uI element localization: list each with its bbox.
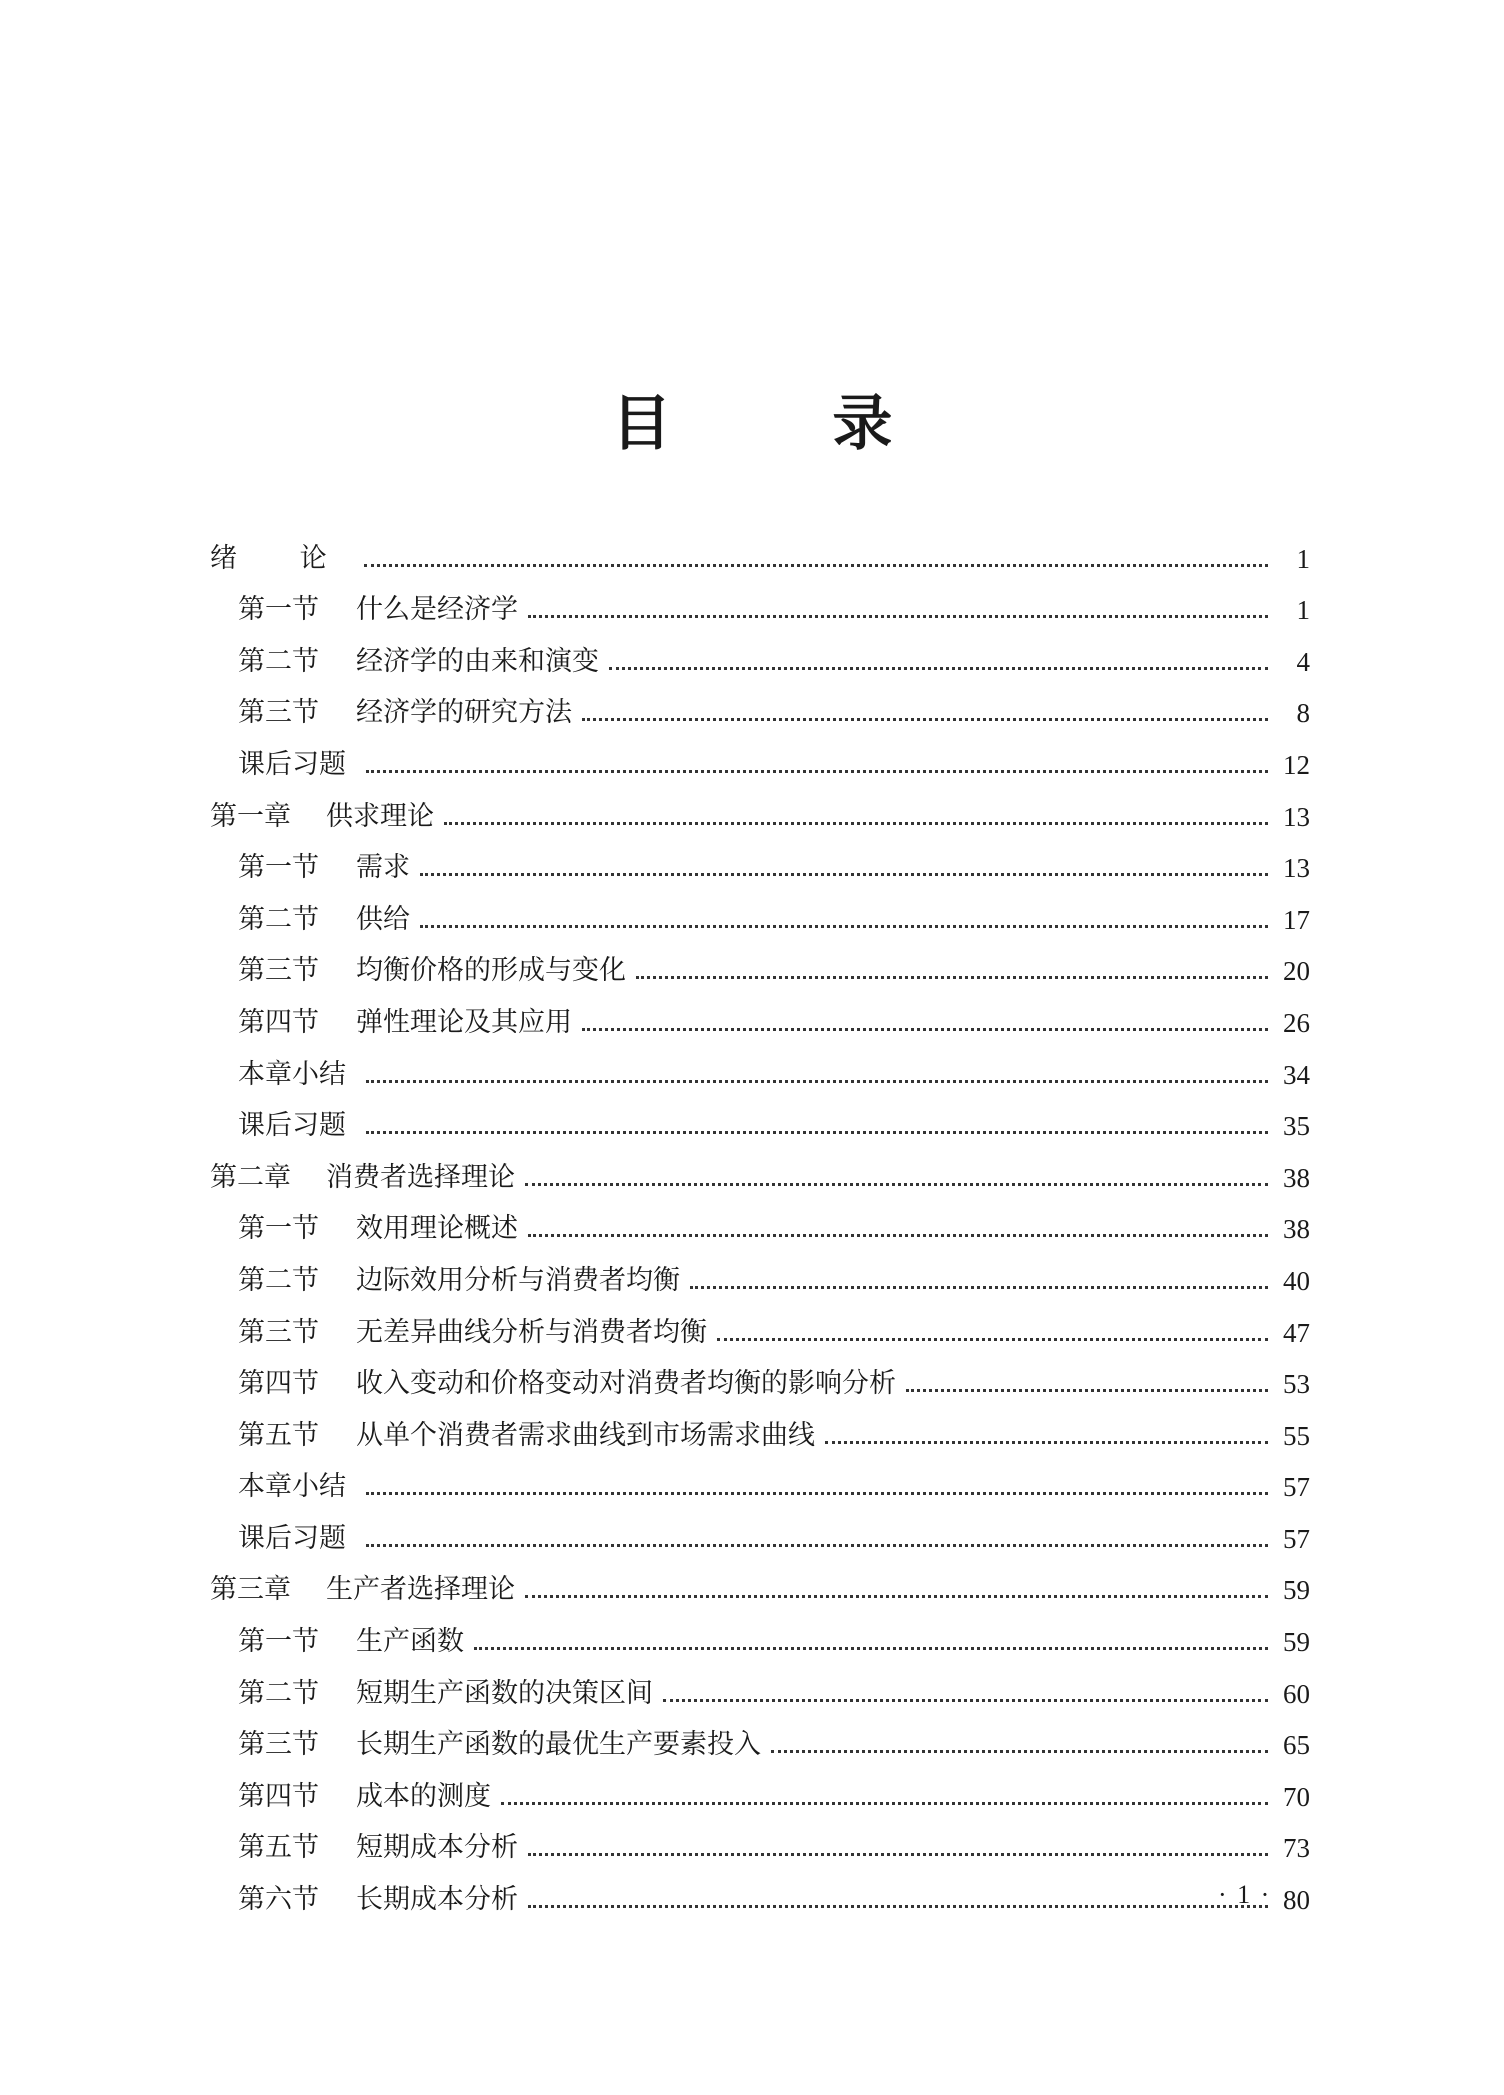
toc-entry-prefix: 第三节 [238,955,319,987]
dot-leader [528,1234,1268,1237]
toc-section-entry [210,1246,1310,1298]
toc-entry-title: 消费者选择理论 [326,1161,515,1193]
toc-entry-prefix: 第一节 [238,1213,319,1245]
toc-entry-title: 边际效用分析与消费者均衡 [356,1264,680,1296]
dot-leader [420,925,1268,928]
dot-leader [906,1389,1268,1392]
toc-entry-prefix: 本章小结 [238,1058,346,1090]
toc-entry-prefix: 第二章 [210,1161,291,1193]
toc-entry-title: 经济学的由来和演变 [356,645,599,677]
dot-leader [825,1441,1268,1444]
dot-leader [525,1595,1268,1598]
toc-chapter-entry [210,782,1310,834]
toc-section-entry [210,1659,1310,1711]
toc-page-number: 17 [1283,904,1310,935]
toc-section-entry [210,1504,1310,1556]
dot-leader [525,1183,1268,1186]
toc-page-number: 8 [1296,698,1310,729]
toc-entry-title: 均衡价格的形成与变化 [356,955,626,987]
dot-leader [582,1028,1268,1031]
toc-entry-prefix: 第四节 [238,1780,319,1812]
dot-leader [771,1750,1268,1753]
toc-section-entry [210,576,1310,628]
toc-section-entry [210,1040,1310,1092]
toc-entry-label [238,1316,707,1350]
toc-entry-label [210,1573,515,1607]
toc-entry-prefix: 课后习题 [238,748,346,780]
toc-section-entry [210,1298,1310,1350]
toc-page-number: 57 [1283,1523,1310,1554]
toc-entry-title: 短期成本分析 [356,1832,518,1864]
toc-page-number: 55 [1283,1420,1310,1451]
toc-page-number: 53 [1283,1369,1310,1400]
toc-entry-label [238,903,410,937]
toc-section-entry [210,627,1310,679]
toc-entry-label [238,1058,356,1092]
toc-page-number: 34 [1283,1059,1310,1090]
toc-entry-title: 短期生产函数的决策区间 [356,1677,653,1709]
toc-entry-title: 生产函数 [356,1626,464,1658]
toc-entry-title: 供给 [356,903,410,935]
toc-entry-prefix: 第三节 [238,697,319,729]
toc-page-number: 13 [1283,853,1310,884]
toc-section-entry [210,885,1310,937]
dot-leader [663,1699,1268,1702]
toc-section-entry [210,1195,1310,1247]
toc-entry-prefix: 本章小结 [238,1471,346,1503]
toc-page-number: 20 [1283,956,1310,987]
toc-section-entry [210,1711,1310,1763]
dot-leader [366,770,1268,773]
page-number: · 1 · [1218,1880,1272,1909]
toc-page-number: 26 [1283,1007,1310,1038]
toc-chapter-entry [210,1143,1310,1195]
toc-section-entry [210,730,1310,782]
toc-page-number: 38 [1283,1214,1310,1245]
toc-entry-label [238,1367,896,1401]
toc-entry-label [210,542,354,576]
toc-entry-label [238,1264,680,1298]
toc-entry-prefix: 第四节 [238,1006,319,1038]
dot-leader [501,1802,1268,1805]
toc-section-entry [210,1453,1310,1505]
toc-entry-prefix: 第五节 [238,1419,319,1451]
toc-entry-label [238,1780,491,1814]
dot-leader [528,1853,1268,1856]
toc-page-number: 73 [1283,1833,1310,1864]
toc-entry-prefix: 第一节 [238,852,319,884]
toc-entry-label [238,1625,464,1659]
toc-entry-title: 需求 [356,852,410,884]
toc-page-number: 60 [1283,1678,1310,1709]
toc-page-number: 13 [1283,801,1310,832]
toc-section-entry [210,1401,1310,1453]
dot-leader [364,564,1268,567]
toc-entry-label [238,593,518,627]
dot-leader [528,615,1268,618]
toc-entry-label [238,1883,518,1917]
toc-entry-label [238,1677,653,1711]
toc-page-number: 1 [1296,595,1310,626]
toc-entry-prefix: 第二节 [238,645,319,677]
dot-leader [609,667,1268,670]
toc-chapter-entry [210,1556,1310,1608]
toc-entry-title: 收入变动和价格变动对消费者均衡的影响分析 [356,1368,896,1400]
toc-entry-label [238,1419,815,1453]
dot-leader [474,1647,1268,1650]
toc-entry-label [238,851,410,885]
toc-entry-prefix: 第六节 [238,1884,319,1916]
toc-entry-prefix: 课后习题 [238,1522,346,1554]
toc-entry-title: 成本的测度 [356,1780,491,1812]
toc-entry-label [238,954,626,988]
toc-section-entry [210,1607,1310,1659]
toc-entry-title: 从单个消费者需求曲线到市场需求曲线 [356,1419,815,1451]
toc-entry-prefix: 第三章 [210,1574,291,1606]
toc-page-number: 65 [1283,1730,1310,1761]
toc-entry-label [238,1728,761,1762]
toc-section-entry [210,1092,1310,1144]
toc-entry-label [238,748,356,782]
toc-entry-prefix: 第三节 [238,1316,319,1348]
toc-entry-title: 效用理论概述 [356,1213,518,1245]
dot-leader [444,822,1268,825]
toc-page-number: 38 [1283,1162,1310,1193]
toc-section-entry [210,937,1310,989]
toc-entry-prefix: 第三节 [238,1729,319,1761]
toc-page-number: 1 [1296,543,1310,574]
toc-section-entry [210,1350,1310,1402]
toc-entry-prefix: 第一节 [238,594,319,626]
toc-entry-prefix: 第二节 [238,1264,319,1296]
toc-section-entry [210,988,1310,1040]
dot-leader [420,873,1268,876]
toc-entry-title: 什么是经济学 [356,594,518,626]
toc-entry-label [210,1161,515,1195]
toc-entry-title: 无差异曲线分析与消费者均衡 [356,1316,707,1348]
dot-leader [366,1492,1268,1495]
toc-page-number: 12 [1283,749,1310,780]
toc-entry-label [238,1831,518,1865]
toc-entry-title: 长期成本分析 [356,1884,518,1916]
toc-page-number: 35 [1283,1111,1310,1142]
toc-entry-title: 长期生产函数的最优生产要素投入 [356,1729,761,1761]
toc-entry-prefix: 绪 论 [210,542,354,574]
toc-page-number: 80 [1283,1885,1310,1916]
toc-entry-label [238,1522,356,1556]
toc-page-number: 4 [1296,646,1310,677]
toc-page-number: 59 [1283,1627,1310,1658]
toc-entry-title: 弹性理论及其应用 [356,1006,572,1038]
dot-leader [528,1905,1268,1908]
toc-section-entry [210,679,1310,731]
toc-page-number: 40 [1283,1265,1310,1296]
toc-section-entry [210,1865,1310,1917]
toc-section-entry [210,1814,1310,1866]
toc-entry-prefix: 第四节 [238,1368,319,1400]
dot-leader [690,1286,1268,1289]
toc-entry-label [238,645,599,679]
toc-entry-prefix: 第二节 [238,903,319,935]
toc-entry-prefix: 第二节 [238,1677,319,1709]
toc-entry-label [238,1006,572,1040]
toc-page-number: 57 [1283,1472,1310,1503]
page-title: 目 录 [611,389,963,459]
toc-entry-label [238,1212,518,1246]
dot-leader [366,1080,1268,1083]
toc-entry-prefix: 第一章 [210,800,291,832]
toc-entry-title: 供求理论 [326,800,434,832]
toc-entry-title: 经济学的研究方法 [356,697,572,729]
toc-entry-label [238,696,572,730]
toc-entry-prefix: 课后习题 [238,1110,346,1142]
dot-leader [717,1338,1268,1341]
toc-page-number: 70 [1283,1781,1310,1812]
toc-entry-label [238,1470,356,1504]
toc-page-number: 47 [1283,1317,1310,1348]
toc-section-entry [210,834,1310,886]
dot-leader [366,1544,1268,1547]
toc-entry-label [210,800,434,834]
toc-entry-title: 生产者选择理论 [326,1574,515,1606]
dot-leader [366,1131,1268,1134]
toc-page-number: 59 [1283,1575,1310,1606]
toc-entry-prefix: 第一节 [238,1626,319,1658]
dot-leader [582,718,1268,721]
toc-entry-label [238,1109,356,1143]
toc-entry-prefix: 第五节 [238,1832,319,1864]
table-of-contents [210,524,1310,1917]
dot-leader [636,976,1268,979]
toc-section-entry [210,1762,1310,1814]
toc-intro-entry [210,524,1310,576]
